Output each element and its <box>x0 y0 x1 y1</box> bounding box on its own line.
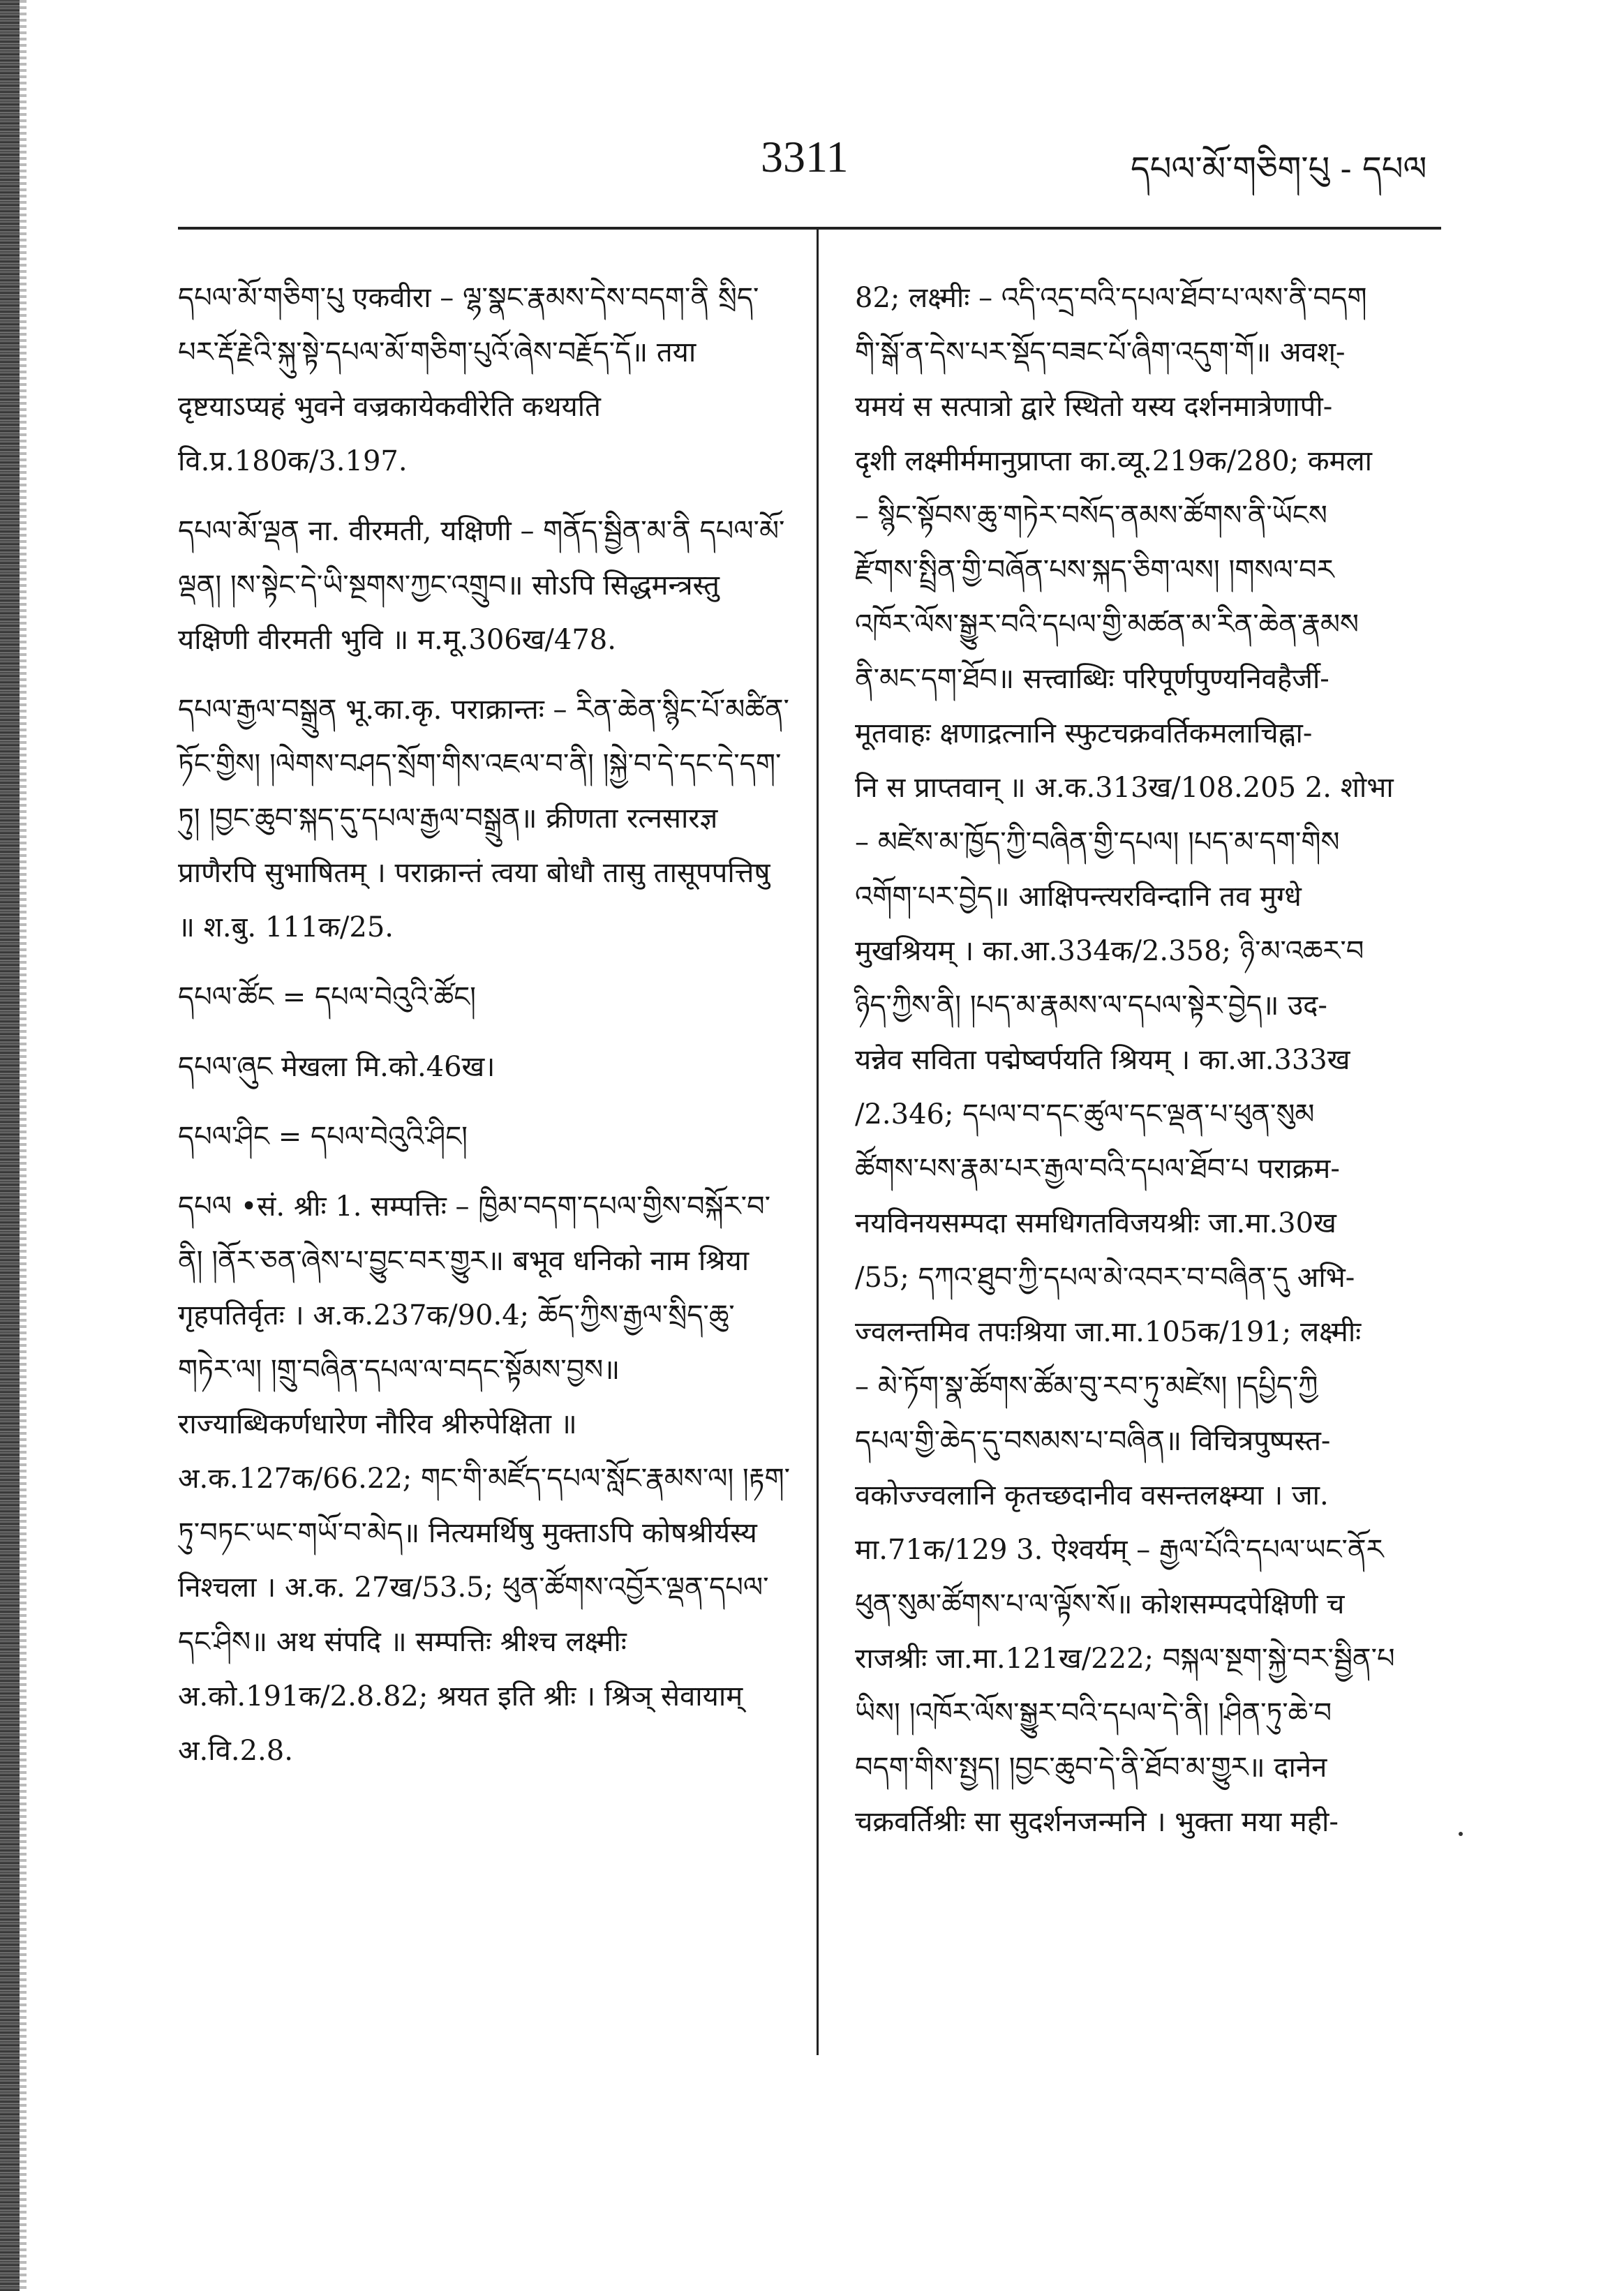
entry-parakrantah: དཔལ་རྒྱལ་བསྒྲུན भू.का.कृ. पराक्रान्तः – རིན་ཆེན་སྙིང་པོ་མཚིན་ཏོང་གྱིས། །ལེགས་བཤད་སྲོག་གིས་འཇལ་བ་ནི། །སྐྱེ་བ་དེ་དང་དེ་དག་ཏུ། །བྱང་ཆུབ་སྐད་དུ་དཔལ་རྒྱལ་བསྒྲུན॥ क्रीणता रत्नसारज्ञ प्राणैरपि सुभाषितम् । पराक्रान्तं त्वया बोधौ तासु तासूपपत्तिषु ॥ श.बु. 111क/25. <box>178 694 789 943</box>
entry-cross-ref-tshong: དཔལ་ཚོང = དཔལ་བེའུའི་ཚོང། <box>178 981 477 1013</box>
entry-ekavira: དཔལ་མོ་གཅིག་པུ एकवीरा – ལྷ་སྣང་རྣམས་དེས་བདག་ནི སྲིད་པར་རྡོ་རྗེའི་སྐུ་སྟེ་དཔལ་མོ་གཅིག་པུའོ་ཞེས་བརྗོད་དོ॥ तया दृष्टयाऽप्यहं भुवने वज्रकायेकवीरेति कथयति वि.प्र.180क/3.197. <box>178 282 759 477</box>
text-line: /2.346; དཔལ་བ་དང་ཚུལ་དང་ལྡན་པ་ཕུན་སུམ <box>855 1098 1315 1130</box>
text-line: གི་སྒོ་ན་དེས་པར་སྡོད་བཟང་པོ་ཞིག་འདུག་གོ॥ अवश्- <box>855 336 1346 368</box>
text-line: – མེ་ཏོག་སྣ་ཚོགས་ཚོམ་བུ་རབ་ཏུ་མཛེས། །དཔྱིད་ཀྱི <box>855 1371 1318 1403</box>
print-speck <box>1459 1832 1463 1836</box>
text-line: རྫོགས་སྤྲིན་གྱི་བཞོན་པས་སྐད་ཅིག་ལས། །གསལ་བར <box>855 554 1334 586</box>
text-line: ཕུན་སུམ་ཚོགས་པ་ལ་ལྟོས་སོ॥ कोशसम्पदपेक्षिणी च <box>855 1588 1345 1620</box>
page-number: 3311 <box>761 132 849 181</box>
text-line: नि स प्राप्तवान् ॥ अ.क.313ख/108.205 2. शोभा <box>855 772 1394 804</box>
text-line: मुखश्रियम् । का.आ.334क/2.358; ཉི་མ་འཆར་བ <box>855 935 1364 967</box>
text-line: བདག་གིས་སྤྱད། །བྱང་ཆུབ་དེ་ནི་ཐོབ་མ་གྱུར॥ दानेन <box>855 1752 1327 1784</box>
text-line: राजश्रीः जा.मा.121ख/222; བསྐལ་སྔག་སྐྱེ་བར་སྦྱིན་པ <box>855 1643 1395 1675</box>
text-line: དཔལ་གྱི་ཆེད་དུ་བསམས་པ་བཞིན॥ विचित्रपुष्पस्त- <box>855 1425 1331 1457</box>
running-head: དཔལ་མོ་གཅིག་པུ - དཔལ <box>1131 149 1427 188</box>
text-line: यन्नेव सविता पद्मेष्वर्पयति श्रियम् । का.आ.333ख <box>855 1044 1350 1076</box>
text-line: 82; लक्ष्मीः – འདི་འདྲ་བའི་དཔལ་ཐོབ་པ་ལས་ནི་བདག <box>855 282 1367 314</box>
text-line: ཡིས། །འཁོར་ལོས་སྒྱུར་བའི་དཔལ་དེ་ནི། །ཤིན་ཏུ་ཆེ་བ <box>855 1697 1332 1729</box>
text-line: /55; དཀའ་ཐུབ་ཀྱི་དཔལ་མེ་འབར་བ་བཞིན་དུ अभि- <box>855 1262 1355 1294</box>
entry-viramati: དཔལ་མོ་ལྡན ना. वीरमती, यक्षिणी – གནོད་སྦྱིན་མ་ནི དཔལ་མོ་ལྡན། །ས་སྟེང་དེ་ཡི་སྔགས་ཀྱང་འགྲུབ॥ सोऽपि सिद्धमन्त्रस्तु यक्षिणी वीरमती भुवि ॥ म.मू.306ख/478. <box>178 515 785 656</box>
text-line: ज्वलन्तमिव तपःश्रिया जा.मा.105क/191; लक्ष्मीः <box>855 1316 1362 1348</box>
header-rule <box>178 227 1441 230</box>
text-line: मा.71क/129 3. ऐश्वर्यम् – རྒྱལ་པོའི་དཔལ་ཡང་ནོར <box>855 1534 1384 1566</box>
entry-shri: དཔལ •सं. श्रीः 1. सम्पत्तिः – ཁྱིམ་བདག་དཔལ་གྱིས་བསྐོར་བ་ནི། །ནོར་ཅན་ཞེས་པ་བྱུང་བར་གྱུར॥ बभूव धनिको नाम श्रिया गृहपतिर्वृतः । अ.क.237क/90.4; ཆོད་ཀྱིས་རྒྱལ་སྲིད་ཆུ་གཏེར་ལ། །གྲུ་བཞིན་དཔལ་ལ་བདང་སྟོམས་བྱས॥ राज्याब्धिकर्णधारेण नौरिव श्रीरुपेक्षिता ॥ अ.क.127क/66.22; གང་གི་མཛོད་དཔལ་སློང་རྣམས་ལ། །རྟག་ཏུ་བཏང་ཡང་གཡོ་བ་མེད॥ नित्यमर्थिषु मुक्ताऽपि कोषश्रीर्यस्य निश्चला । अ.क. 27ख/53.5; ཕུན་ཚོགས་འབྱོར་ལྡན་དཔལ་དང་ཤིས॥ अथ संपदि ॥ सम्पत्तिः श्रीश्च लक्ष्मीः अ.को.191क/2.8.82; श्रयत इति श्रीः । श्रिञ् सेवायाम् अ.वि.2.8. <box>178 1191 791 1767</box>
text-line: मूतवाहः क्षणाद्रत्नानि स्फुटचक्रवर्तिकमलाचिह्ना- <box>855 717 1313 749</box>
text-line: यमयं स सत्पात्रो द्वारे स्थितो यस्य दर्शनमात्रेणापी- <box>855 391 1333 423</box>
text-line: वकोज्ज्वलानि कृतच्छदानीव वसन्तलक्ष्म्या । जा. <box>855 1479 1329 1512</box>
right-column <box>855 271 1445 1849</box>
text-line: दृशी लक्ष्मीर्ममानुप्राप्ता का.व्यू.219क/280; कमला <box>855 445 1373 477</box>
text-line: – མཛེས་མ་ཁྱོད་ཀྱི་བཞིན་གྱི་དཔལ། །པད་མ་དག་གིས <box>855 826 1340 858</box>
text-line: ཚོགས་པས་རྣམ་པར་རྒྱལ་བའི་དཔལ་ཐོབ་པ पराक्रम- <box>855 1153 1340 1185</box>
book-spine-shadow <box>20 0 27 2291</box>
text-line: ཉིད་ཀྱིས་ནི། །པད་མ་རྣམས་ལ་དཔལ་སྟེར་བྱེད॥ उद- <box>855 990 1327 1022</box>
column-divider <box>817 227 819 2055</box>
text-line: འཁོར་ལོས་སྒྱུར་བའི་དཔལ་གྱི་མཚན་མ་རིན་ཆེན་རྣམས <box>855 609 1359 641</box>
entry-cross-ref-shing: དཔལ་ཤིང = དཔལ་བེའུའི་ཤིང། <box>178 1121 468 1153</box>
text-line: འགོག་པར་བྱེད॥ आक्षिपन्त्यरविन्दानि तव मुग्धे <box>855 881 1302 913</box>
entry-mekhala: དཔལ་ཞུང मेखला मि.को.46ख। <box>178 1051 496 1083</box>
text-line: ནི་མང་དག་ཐོབ॥ सत्त्वाब्धिः परिपूर्णपुण्यनिवहैर्जी- <box>855 663 1329 695</box>
text-line: चक्रवर्तिश्रीः सा सुदर्शनजन्मनि । भुक्ता मया मही- <box>855 1806 1339 1838</box>
left-column <box>178 271 792 1793</box>
text-line: नयविनयसम्पदा समधिगतविजयश्रीः जा.मा.30ख <box>855 1207 1336 1239</box>
book-spine-edge <box>0 0 20 2291</box>
text-line: – སྙིང་སྟོབས་ཆུ་གཏེར་བསོད་ནམས་ཚོགས་ནི་ཡོངས <box>855 500 1327 532</box>
